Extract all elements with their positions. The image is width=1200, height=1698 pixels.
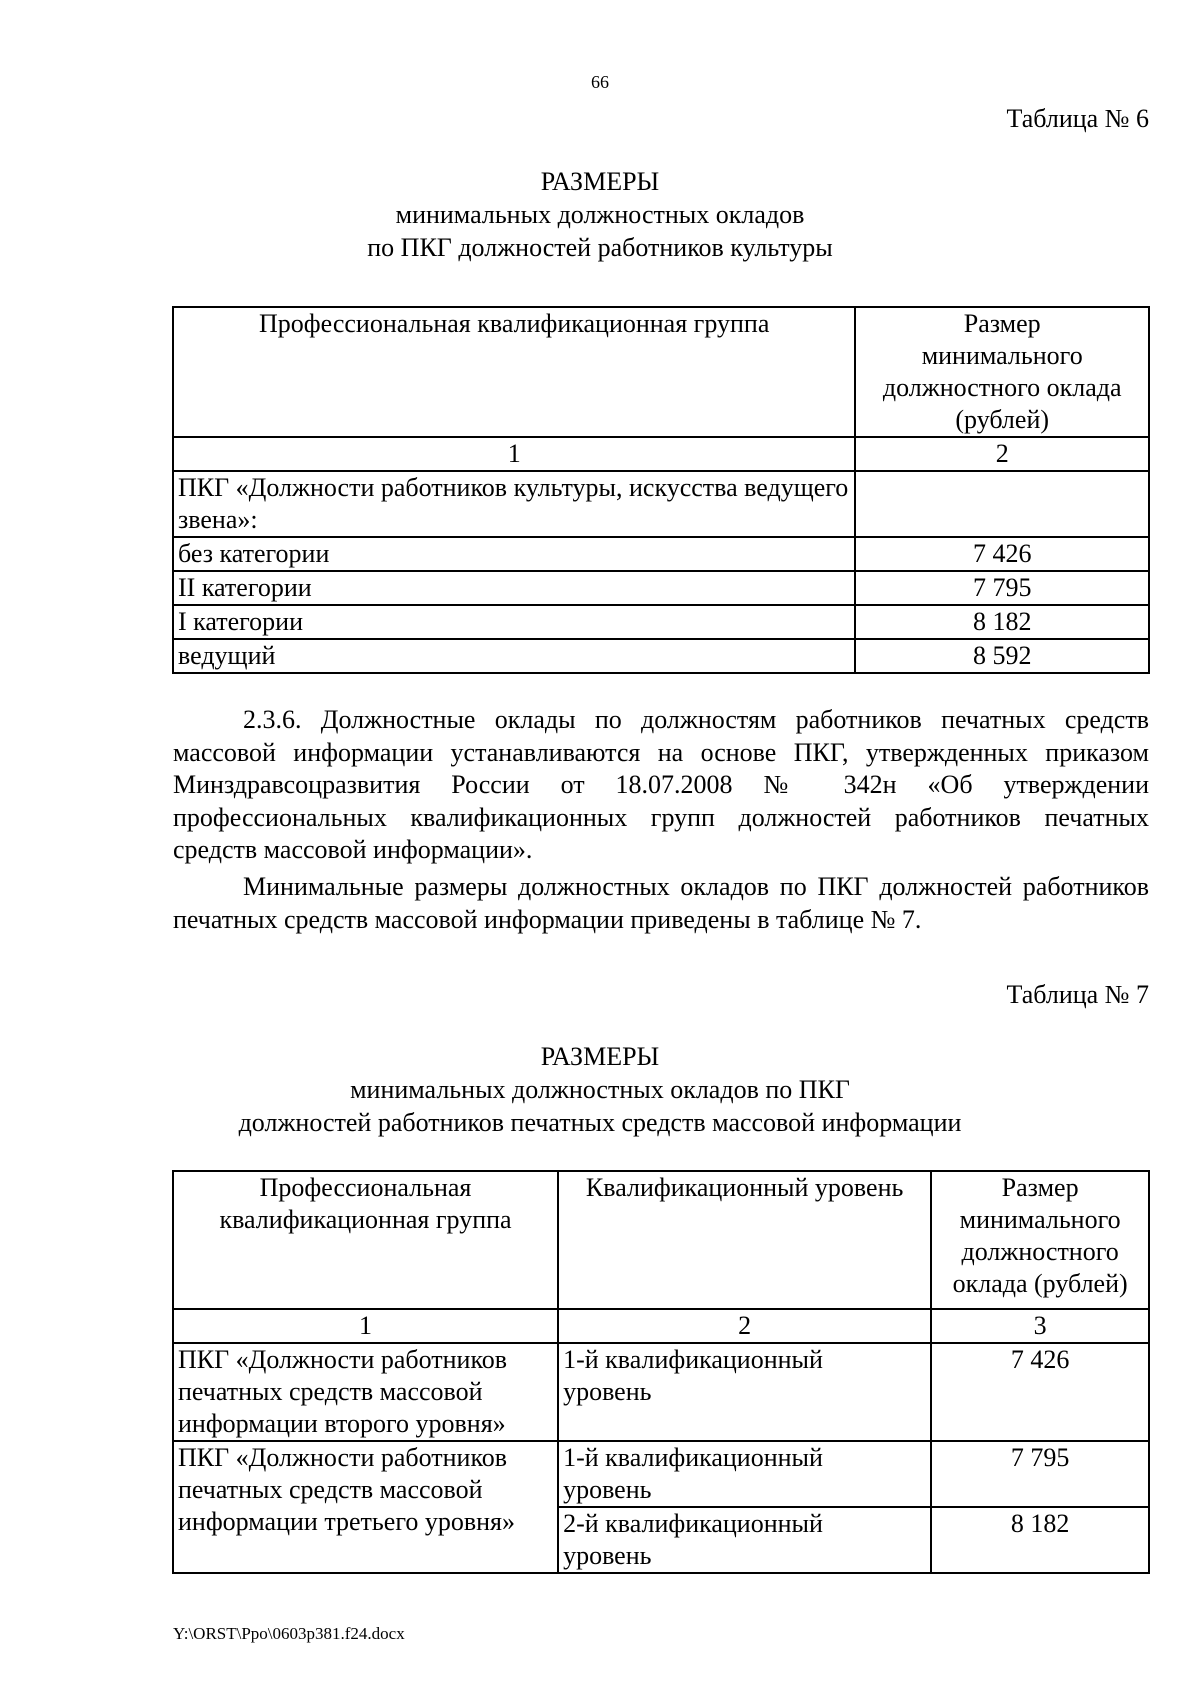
salary-value: 8 592 [855,639,1149,673]
column-number: 1 [173,437,855,471]
qualification-level [558,1507,931,1573]
table7-header-col1 [173,1171,558,1309]
table7-header-col2: Квалификационный уровень [558,1171,931,1309]
table7-header-row [173,1171,1149,1309]
level-line: 1-й квалификационный [563,1345,823,1374]
table6-subtitle-1: минимальных должностных окладов [395,200,805,229]
table6-subtitle-2: по ПКГ должностей работников культуры [367,233,833,262]
table6 [172,306,1150,674]
table-row [173,639,1149,673]
category-name: без категории [173,537,855,571]
table-row [173,571,1149,605]
paragraph-min-sizes: Минимальные размеры должностных окладов по ПКГ должностей работников печатных средств массовой информации приведены в таблице № 7. [173,872,1149,934]
level-line: уровень [563,1541,652,1570]
header-text: (рублей) [955,405,1050,434]
salary-value: 7 426 [931,1343,1149,1441]
salary-value: 8 182 [855,605,1149,639]
header-text: квалификационная группа [219,1205,512,1234]
category-name: I категории [173,605,855,639]
column-number: 3 [931,1309,1149,1343]
group-name-line: информации третьего уровня» [178,1507,515,1536]
group-name-line: ПКГ «Должности работников [178,1345,508,1374]
group-name [173,1441,558,1573]
table6-group-row [173,471,1149,537]
level-line: 1-й квалификационный [563,1443,823,1472]
table-row [173,1343,1149,1441]
page-number: 66 [591,72,609,92]
column-number: 2 [855,437,1149,471]
header-text: минимального [921,341,1083,370]
group-name-line: ПКГ «Должности работников [178,1443,508,1472]
group-name-line: информации второго уровня» [178,1409,506,1438]
header-text: должностного [961,1237,1119,1266]
group-name [173,1343,558,1441]
table7-subtitle-1: минимальных должностных окладов по ПКГ [350,1075,850,1104]
empty-cell [855,471,1149,537]
header-text: минимального [959,1205,1121,1234]
table7-num-row [173,1309,1149,1343]
header-text: оклада (рублей) [952,1269,1128,1298]
header-text: Размер [1001,1173,1079,1202]
table7-title-block [0,1040,1200,1139]
paragraph-2-3-6: 2.3.6. Должностные оклады по должностям работников печатных средств массовой информации устанавливаются на основе ПКГ, утвержденных приказом Минздравсоцразвития России от 18.07.2008 № 342н «Об утверждении профессиональных квалификационных групп должностей работников печатных средств массовой информации». [173,705,1149,864]
level-line: уровень [563,1377,652,1406]
table6-header-row [173,307,1149,437]
table-row [173,605,1149,639]
level-line: уровень [563,1475,652,1504]
qualification-level [558,1441,931,1507]
column-number: 2 [558,1309,931,1343]
group-name-line: печатных средств массовой [178,1377,483,1406]
header-text: Профессиональная [259,1173,472,1202]
qualification-level [558,1343,931,1441]
table6-title: РАЗМЕРЫ [540,167,660,196]
table6-num-row [173,437,1149,471]
level-line: 2-й квалификационный [563,1509,823,1538]
table7-header-col3 [931,1171,1149,1309]
table7-label: Таблица № 7 [1006,980,1149,1009]
table6-label: Таблица № 6 [1006,104,1149,133]
table6-title-block [0,165,1200,264]
group-name-line: печатных средств массовой [178,1475,483,1504]
salary-value: 7 795 [931,1441,1149,1507]
category-name: ведущий [173,639,855,673]
category-name: II категории [173,571,855,605]
table-row [173,537,1149,571]
table7-title: РАЗМЕРЫ [540,1042,660,1071]
salary-value: 8 182 [931,1507,1149,1573]
column-number: 1 [173,1309,558,1343]
header-text: должностного оклада [882,373,1122,402]
footer-file-path: Y:\ORST\Ppo\0603p381.f24.docx [173,1624,405,1643]
table6-group-label: ПКГ «Должности работников культуры, искусства ведущего звена»: [173,471,855,537]
table6-header-col2 [855,307,1149,437]
salary-value: 7 795 [855,571,1149,605]
table7 [172,1170,1150,1574]
table-row [173,1441,1149,1507]
table7-subtitle-2: должностей работников печатных средств массовой информации [238,1108,962,1137]
table6-header-col1: Профессиональная квалификационная группа [173,307,855,437]
header-text: Размер [963,309,1041,338]
salary-value: 7 426 [855,537,1149,571]
